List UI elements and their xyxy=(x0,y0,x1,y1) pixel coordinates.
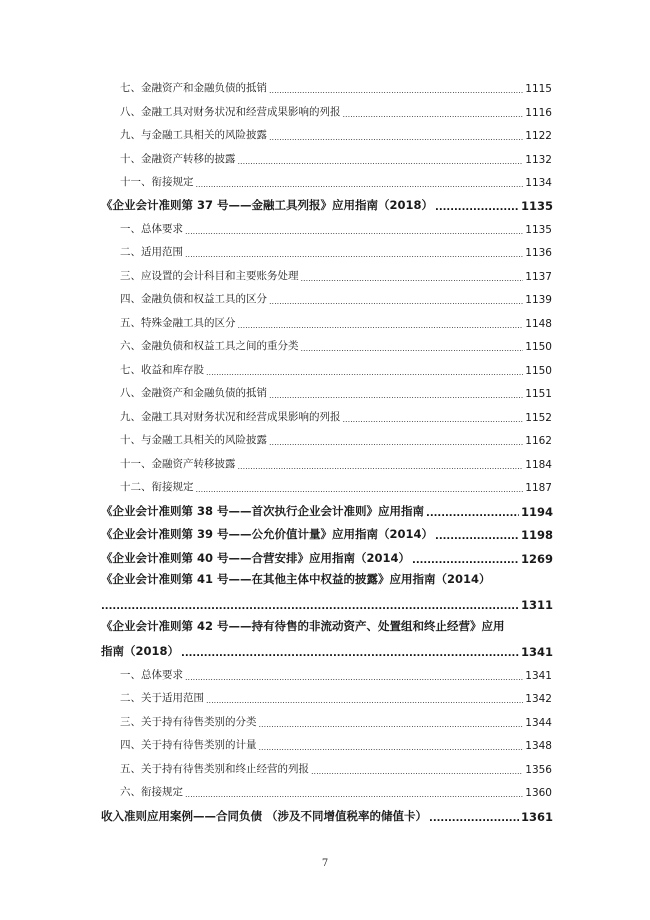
toc-entry-title: 十、与金融工具相关的风险披露 xyxy=(120,434,267,446)
toc-entry-page: 1150 xyxy=(525,365,552,377)
toc-entry[interactable] xyxy=(120,455,552,471)
toc-entry-title: 四、金融负债和权益工具的区分 xyxy=(120,293,267,305)
toc-entry[interactable] xyxy=(120,337,552,353)
toc-entry[interactable] xyxy=(120,79,552,95)
toc-chapter-title[interactable]: 《企业会计准则第 41 号——在其他主体中权益的披露》应用指南（2014） xyxy=(101,572,491,586)
dot-leader xyxy=(429,810,519,824)
toc-entry-title: 五、关于持有待售类别和终止经营的列报 xyxy=(120,763,309,775)
toc-entry[interactable] xyxy=(120,431,552,447)
toc-chapter-title: 《企业会计准则第 37 号——金融工具列报》应用指南（2018） xyxy=(101,198,434,212)
dot-leader xyxy=(185,669,523,682)
toc-entry-page: 1344 xyxy=(525,717,552,729)
dot-leader xyxy=(185,246,523,259)
toc-entry-title: 五、特殊金融工具的区分 xyxy=(120,317,236,329)
dot-leader xyxy=(196,481,524,494)
toc-entry-title: 三、应设置的会计科目和主要账务处理 xyxy=(120,270,299,282)
toc-chapter-entry[interactable] xyxy=(101,524,553,542)
dot-leader xyxy=(301,270,524,283)
toc-entry-title: 八、金融工具对财务状况和经营成果影响的列报 xyxy=(120,106,341,118)
toc-entry-title: 六、衔接规定 xyxy=(120,786,183,798)
toc-entry-page: 1122 xyxy=(525,130,552,142)
toc-chapter-entry[interactable] xyxy=(101,501,553,519)
toc-entry-page: 1139 xyxy=(525,294,552,306)
dot-leader xyxy=(435,199,519,213)
toc-entry-page: 1148 xyxy=(525,318,552,330)
dot-leader xyxy=(435,528,519,542)
toc-entry-title: 十、金融资产转移的披露 xyxy=(120,153,236,165)
dot-leader xyxy=(206,692,523,705)
dot-leader xyxy=(269,82,523,95)
toc-entry-page: 1360 xyxy=(525,787,552,799)
dot-leader xyxy=(185,786,523,799)
toc-entry[interactable] xyxy=(120,713,552,729)
toc-entry-title: 二、关于适用范围 xyxy=(120,692,204,704)
toc-chapter-title: 《企业会计准则第 38 号——首次执行企业会计准则》应用指南 xyxy=(101,504,425,518)
toc-chapter-title[interactable]: 《企业会计准则第 42 号——持有待售的非流动资产、处置组和终止经营》应用 xyxy=(101,619,505,633)
toc-entry-page: 1136 xyxy=(525,247,552,259)
toc-entry-page: 1341 xyxy=(525,670,552,682)
toc-entry-page: 1187 xyxy=(525,482,552,494)
toc-entry-title: 一、总体要求 xyxy=(120,669,183,681)
toc-entry-title: 七、金融资产和金融负债的抵销 xyxy=(120,82,267,94)
toc-entry[interactable] xyxy=(120,267,552,283)
toc-entry-page: 1137 xyxy=(525,271,552,283)
toc-entry[interactable] xyxy=(120,126,552,142)
toc-entry[interactable] xyxy=(120,408,552,424)
toc-entry[interactable] xyxy=(120,243,552,259)
toc-entry[interactable] xyxy=(120,150,552,166)
dot-leader xyxy=(196,176,524,189)
dot-leader xyxy=(269,434,523,447)
toc-entry-page: 1116 xyxy=(525,107,552,119)
toc-entry-page: 1151 xyxy=(525,388,552,400)
dot-leader xyxy=(259,739,524,752)
dot-leader xyxy=(343,411,524,424)
dot-leader xyxy=(426,505,519,519)
toc-entry[interactable] xyxy=(120,736,552,752)
toc-entry-page: 1162 xyxy=(525,435,552,447)
toc-entry-title: 九、金融工具对财务状况和经营成果影响的列报 xyxy=(120,411,341,423)
dot-leader xyxy=(181,645,519,659)
toc-chapter-page: 1198 xyxy=(520,528,553,542)
toc-chapter-page: 1341 xyxy=(520,645,553,659)
toc-entry[interactable] xyxy=(120,689,552,705)
toc-entry-title: 一、总体要求 xyxy=(120,223,183,235)
toc-entry-title: 十一、金融资产转移披露 xyxy=(120,458,236,470)
dot-leader xyxy=(185,223,523,236)
toc-chapter-title: 《企业会计准则第 40 号——合营安排》应用指南（2014） xyxy=(101,551,411,565)
toc-entry[interactable] xyxy=(120,361,552,377)
toc-chapter-title: 收入准则应用案例——合同负债 （涉及不同增值税率的储值卡） xyxy=(101,809,428,823)
toc-entry-title: 十一、衔接规定 xyxy=(120,176,194,188)
toc-entry-title: 七、收益和库存股 xyxy=(120,364,204,376)
toc-entry[interactable] xyxy=(120,666,552,682)
toc-entry[interactable] xyxy=(120,314,552,330)
toc-entry-page: 1184 xyxy=(525,459,552,471)
toc-chapter-title: 《企业会计准则第 39 号——公允价值计量》应用指南（2014） xyxy=(101,527,434,541)
toc-chapter-entry[interactable] xyxy=(101,641,553,659)
toc-chapter-page: 1194 xyxy=(520,505,553,519)
dot-leader xyxy=(269,293,523,306)
dot-leader xyxy=(259,716,524,729)
dot-leader xyxy=(238,153,524,166)
dot-leader xyxy=(238,317,524,330)
toc-entry[interactable] xyxy=(120,478,552,494)
toc-chapter-page: 1135 xyxy=(520,199,553,213)
toc-chapter-page: 1311 xyxy=(520,598,553,612)
toc-entry[interactable] xyxy=(120,173,552,189)
toc-entry[interactable] xyxy=(120,220,552,236)
dot-leader xyxy=(269,387,523,400)
dot-leader xyxy=(311,763,523,776)
toc-chapter-title-continued: 指南（2018） xyxy=(101,644,180,658)
toc-entry[interactable] xyxy=(120,783,552,799)
toc-entry-page: 1115 xyxy=(525,83,552,95)
page-number: 7 xyxy=(321,858,329,869)
dot-leader xyxy=(343,106,524,119)
dot-leader xyxy=(238,458,524,471)
toc-entry-title: 四、关于持有待售类别的计量 xyxy=(120,739,257,751)
toc-entry-page: 1134 xyxy=(525,177,552,189)
toc-entry[interactable] xyxy=(120,290,552,306)
toc-chapter-page: 1361 xyxy=(520,810,553,824)
toc-chapter-entry[interactable] xyxy=(101,548,553,566)
toc-entry-title: 十二、衔接规定 xyxy=(120,481,194,493)
toc-entry-title: 八、金融资产和金融负债的抵销 xyxy=(120,387,267,399)
toc-entry-page: 1348 xyxy=(525,740,552,752)
toc-entry[interactable] xyxy=(120,103,552,119)
dot-leader xyxy=(206,364,523,377)
toc-entry-title: 六、金融负债和权益工具之间的重分类 xyxy=(120,340,299,352)
toc-entry-page: 1152 xyxy=(525,412,552,424)
toc-chapter-page: 1269 xyxy=(520,552,553,566)
toc-entry-page: 1132 xyxy=(525,154,552,166)
dot-leader xyxy=(301,340,524,353)
toc-entry[interactable] xyxy=(120,760,552,776)
toc-entry-title: 九、与金融工具相关的风险披露 xyxy=(120,129,267,141)
toc-entry-page: 1356 xyxy=(525,764,552,776)
toc-entry-page: 1135 xyxy=(525,224,552,236)
toc-entry-title: 二、适用范围 xyxy=(120,246,183,258)
toc-entry-title: 三、关于持有待售类别的分类 xyxy=(120,716,257,728)
toc-entry-page: 1342 xyxy=(525,693,552,705)
toc-chapter-entry[interactable] xyxy=(101,594,553,612)
toc-entry[interactable] xyxy=(120,384,552,400)
dot-leader xyxy=(101,598,519,612)
dot-leader xyxy=(412,552,519,566)
toc-entry-page: 1150 xyxy=(525,341,552,353)
toc-chapter-entry[interactable] xyxy=(101,195,553,213)
dot-leader xyxy=(269,129,523,142)
toc-chapter-entry[interactable] xyxy=(101,806,553,824)
